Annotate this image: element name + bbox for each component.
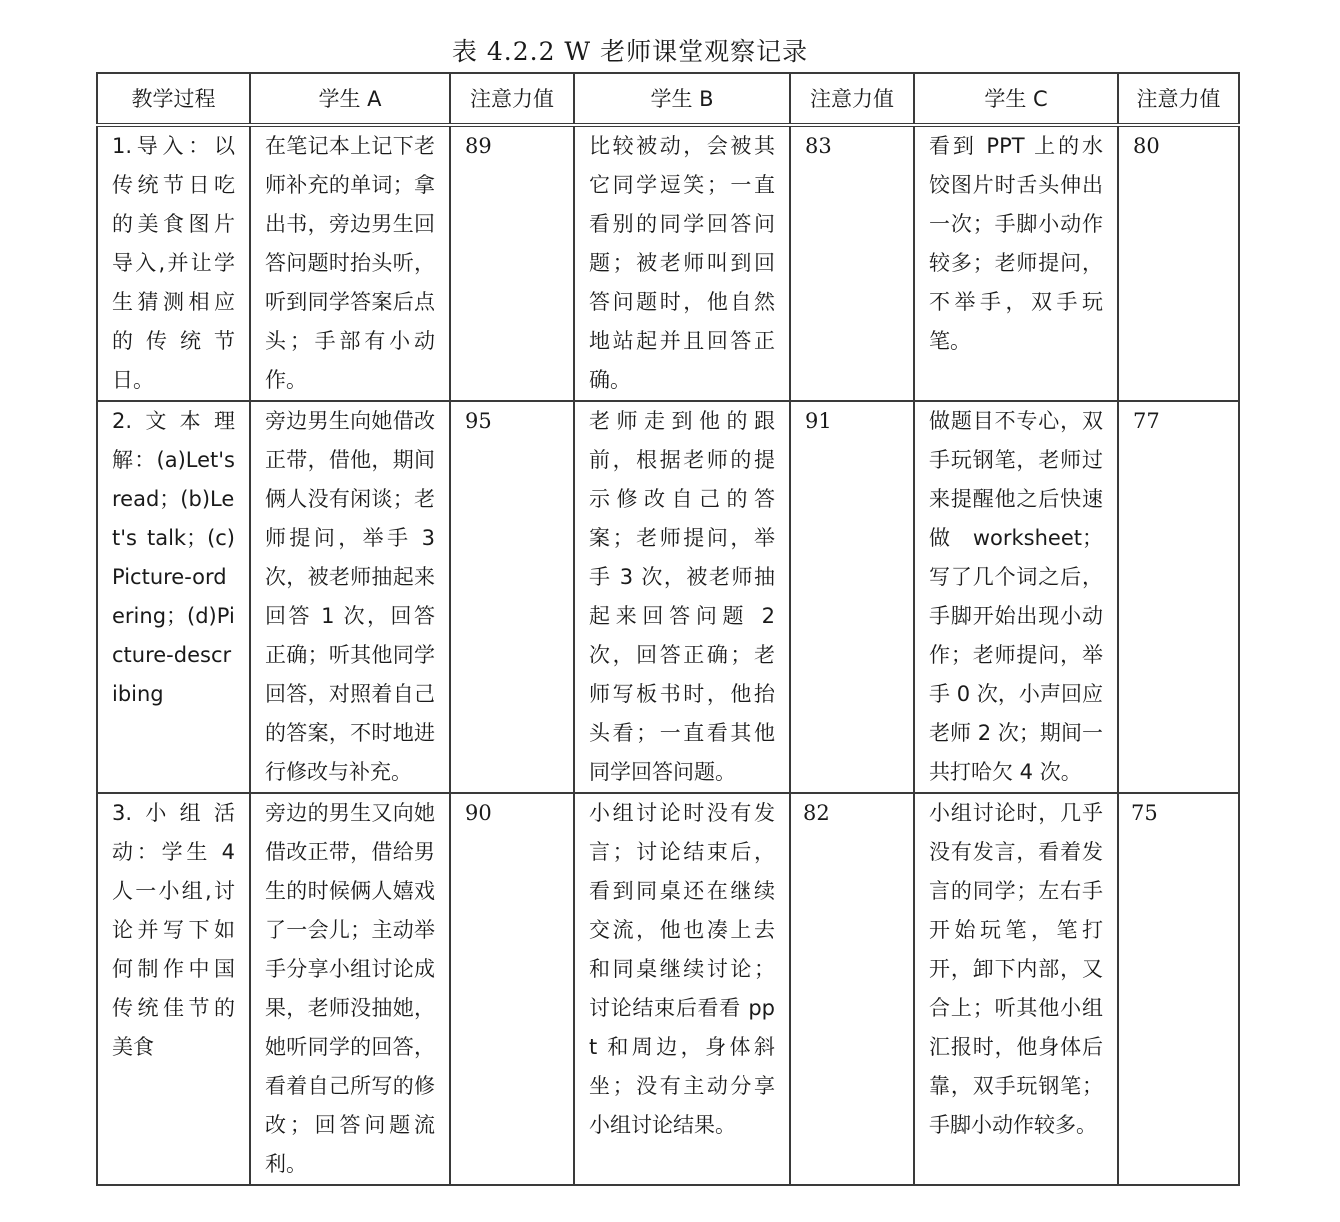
student-a-cell xyxy=(250,401,450,793)
student-b-cell xyxy=(574,125,790,401)
header-teaching-process: 教学过程 xyxy=(97,73,250,125)
student-c-text: 看到 PPT 上的水饺图片时舌头伸出一次；手脚小动作较多；老师提问，不举手，双手玩笔。 xyxy=(929,134,1103,353)
process-text: 1.导入：以传统节日吃的美食图片导入,并让学生猜测相应的传统节日。 xyxy=(112,134,235,392)
student-a-cell xyxy=(250,125,450,401)
process-text: 3.小组活动：学生 4 人一小组,讨论并写下如何制作中国传统佳节的美食 xyxy=(112,801,235,1059)
student-c-text: 做题目不专心，双手玩钢笔，老师过来提醒他之后快速做 worksheet；写了几个词之后，手脚开始出现小动作；老师提问，举手 0 次，小声回应老师 2 次；期间一共打哈欠 4 次。 xyxy=(929,409,1103,784)
student-c-cell xyxy=(914,125,1118,401)
table-title: 表 4.2.2 W 老师课堂观察记录 xyxy=(451,37,809,66)
header-student-a: 学生 A xyxy=(250,73,450,125)
student-a-text: 旁边男生向她借改正带，借他，期间俩人没有闲谈；老师提问，举手 3 次，被老师抽起来回答 1 次，回答正确；听其他同学回答，对照着自己的答案，不时地进行修改与补充。 xyxy=(265,409,435,784)
student-c-text: 小组讨论时，几乎没有发言，看着发言的同学；左右手开始玩笔，笔打开，卸下内部，又合上；听其他小组汇报时，他身体后靠，双手玩钢笔；手脚小动作较多。 xyxy=(929,801,1103,1137)
student-a-cell xyxy=(250,793,450,1185)
attention-a-cell: 90 xyxy=(450,793,574,1185)
attention-b-cell: 82 xyxy=(790,793,914,1185)
process-cell xyxy=(97,401,250,793)
student-b-text: 小组讨论时没有发言；讨论结束后，看到同桌还在继续交流，他也凑上去和同桌继续讨论；讨论结束后看看 ppt 和周边，身体斜坐；没有主动分享小组讨论结果。 xyxy=(589,801,775,1137)
table-row xyxy=(97,793,1239,1185)
student-a-text: 旁边的男生又向她借改正带，借给男生的时候俩人嬉戏了一会儿；主动举手分享小组讨论成果，老师没抽她，她听同学的回答，看着自己所写的修改；回答问题流利。 xyxy=(265,801,435,1176)
process-cell xyxy=(97,793,250,1185)
attention-a-cell: 89 xyxy=(450,125,574,401)
table-row xyxy=(97,401,1239,793)
attention-a-cell: 95 xyxy=(450,401,574,793)
header-attention-b: 注意力值 xyxy=(790,73,914,125)
attention-c-cell: 80 xyxy=(1118,125,1239,401)
header-student-b: 学生 B xyxy=(574,73,790,125)
process-cell xyxy=(97,125,250,401)
student-a-text: 在笔记本上记下老师补充的单词；拿出书，旁边男生回答问题时抬头听，听到同学答案后点头；手部有小动作。 xyxy=(265,134,435,392)
observation-table xyxy=(96,72,1240,1186)
table-row xyxy=(97,125,1239,401)
student-c-cell xyxy=(914,793,1118,1185)
student-b-cell xyxy=(574,793,790,1185)
attention-b-cell: 91 xyxy=(790,401,914,793)
header-row xyxy=(97,73,1239,125)
attention-c-cell: 75 xyxy=(1118,793,1239,1185)
attention-b-cell: 83 xyxy=(790,125,914,401)
student-b-text: 老师走到他的跟前，根据老师的提示修改自己的答案；老师提问，举手 3 次，被老师抽起来回答问题 2 次，回答正确；老师写板书时，他抬头看；一直看其他同学回答问题。 xyxy=(589,409,775,784)
header-attention-a: 注意力值 xyxy=(450,73,574,125)
student-b-cell xyxy=(574,401,790,793)
attention-c-cell: 77 xyxy=(1118,401,1239,793)
student-c-cell xyxy=(914,401,1118,793)
header-attention-c: 注意力值 xyxy=(1118,73,1239,125)
process-text: 2.文本理解：(a)Let's read；(b)Let's talk；(c)Picture-ordering；(d)Picture-describing xyxy=(112,409,235,706)
student-b-text: 比较被动，会被其它同学逗笑；一直看别的同学回答问题；被老师叫到回答问题时，他自然地站起并且回答正确。 xyxy=(589,134,775,392)
header-student-c: 学生 C xyxy=(914,73,1118,125)
